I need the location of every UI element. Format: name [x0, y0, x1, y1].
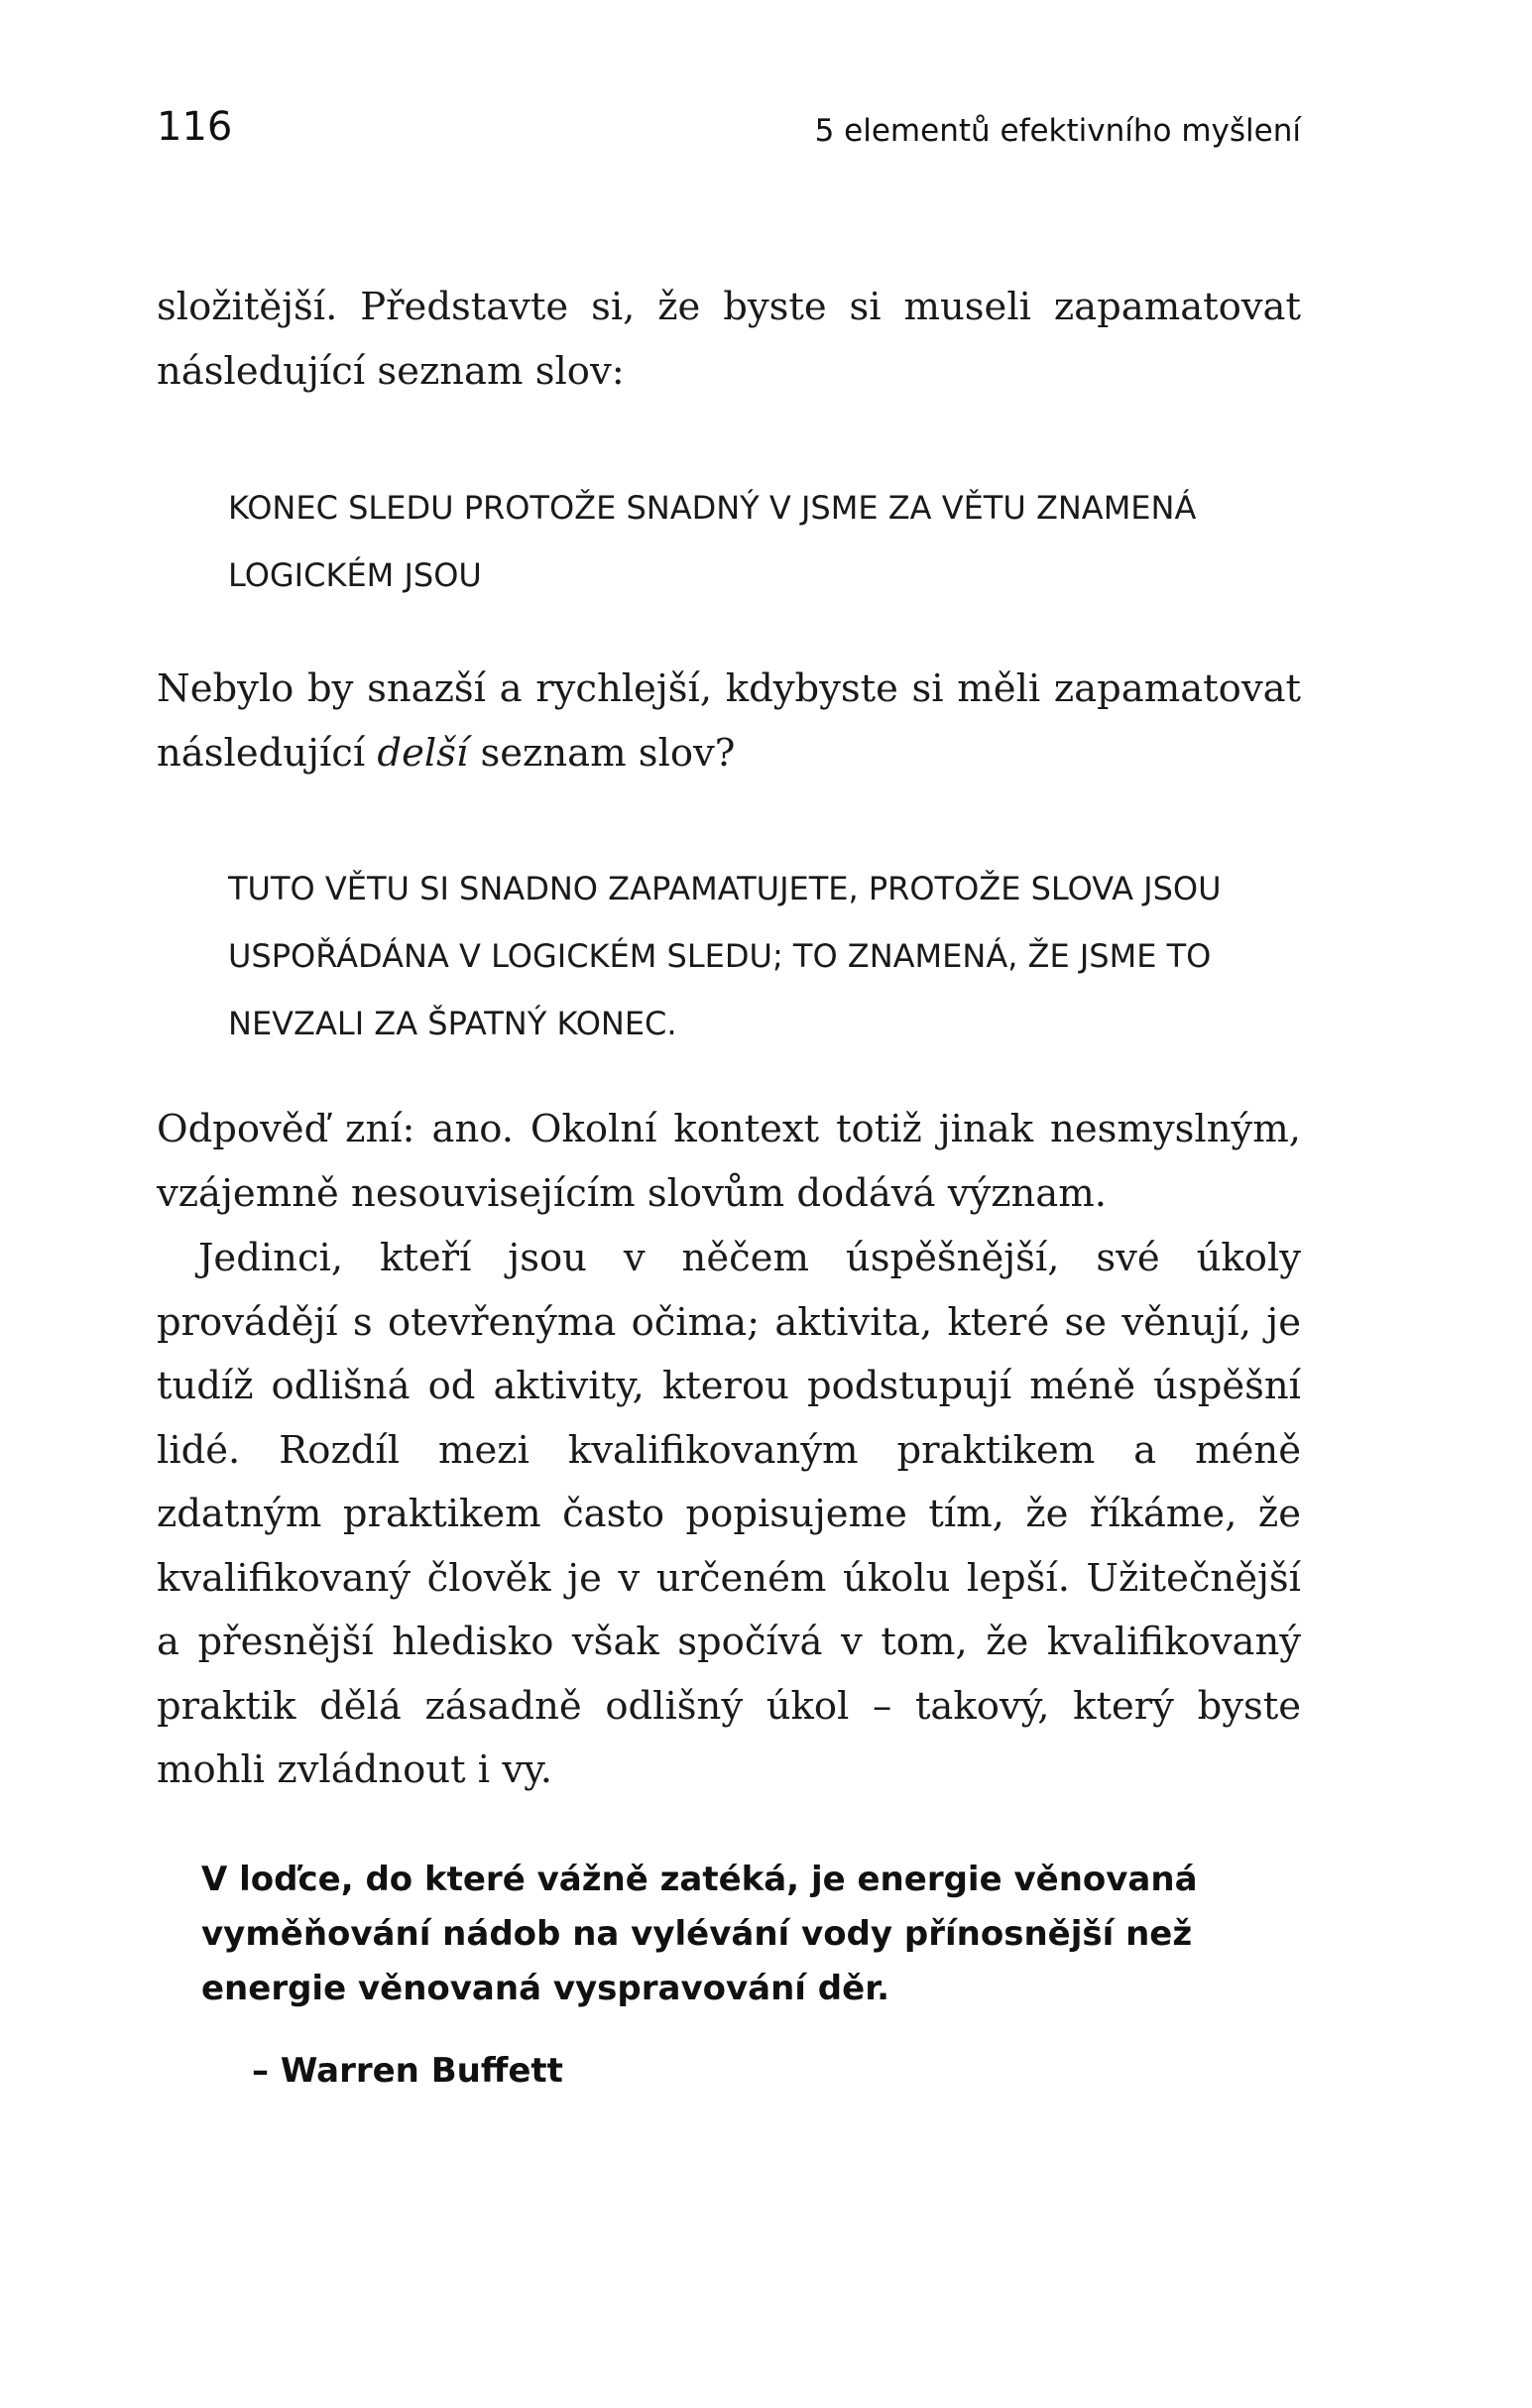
word-list-scrambled: KONEC SLEDU PROTOŽE SNADNÝ V JSME ZA VĚTU ZNAMENÁ LOGICKÉM JSOU [228, 489, 1197, 594]
paragraph-3-text: Odpověď zní: ano. Okolní kontext totiž jinak nesmyslným, vzájemně nesouvisejícím slovům dodává význam. [157, 1107, 1301, 1216]
book-page [157, 0, 1301, 2408]
paragraph-3 [157, 1098, 1301, 1226]
paragraph-2-emphasis: delší [377, 730, 469, 776]
paragraph-2-text [157, 658, 1301, 785]
paragraph-2 [157, 658, 1301, 785]
paragraph-1 [157, 276, 1301, 404]
quote-attribution: – Warren Buffett [252, 2051, 563, 2091]
page-number: 116 [157, 104, 233, 150]
paragraph-2-before: Nebylo by snazší a rychlejší, kdybyste si měli zapamatovat následující [157, 666, 1301, 776]
paragraph-1-text: složitější. Představte si, že byste si museli zapamatovat následující seznam slov: [157, 285, 1301, 394]
paragraph-4-text: Jedinci, kteří jsou v něčem úspěšnější, své úkoly provádějí s otevřenýma očima; aktivita, které se věnují, je tudíž odlišná od aktivity, kterou podstupují méně úspěšní lidé. Rozdíl mezi kvalifikovaným praktikem a méně zdatným praktikem často popisujeme tím, že říkáme, že kvalifikovaný člověk je v určeném úkolu lepší. Užitečnější a přesnější hledisko však spočívá v tom, že kvalifikovaný praktik dělá zásadně odlišný úkol – takový, který byste mohli zvládnout i vy. [157, 1236, 1301, 1792]
running-title: 5 elementů efektivního myšlení [814, 113, 1301, 149]
paragraph-2-after: seznam slov? [468, 730, 736, 776]
page-header [157, 97, 1301, 157]
quote-text: V loďce, do které vážně zatéká, je energie věnovaná vyměňování nádob na vylévání vody přínosnější než energie věnovaná vyspravování děr. [201, 1860, 1198, 2008]
paragraph-4 [157, 1227, 1301, 1803]
word-list-ordered: TUTO VĚTU SI SNADNO ZAPAMATUJETE, PROTOŽE SLOVA JSOU USPOŘÁDÁNA V LOGICKÉM SLEDU; TO ZNAMENÁ, ŽE JSME TO NEVZALI ZA ŠPATNÝ KONEC. [228, 870, 1222, 1042]
